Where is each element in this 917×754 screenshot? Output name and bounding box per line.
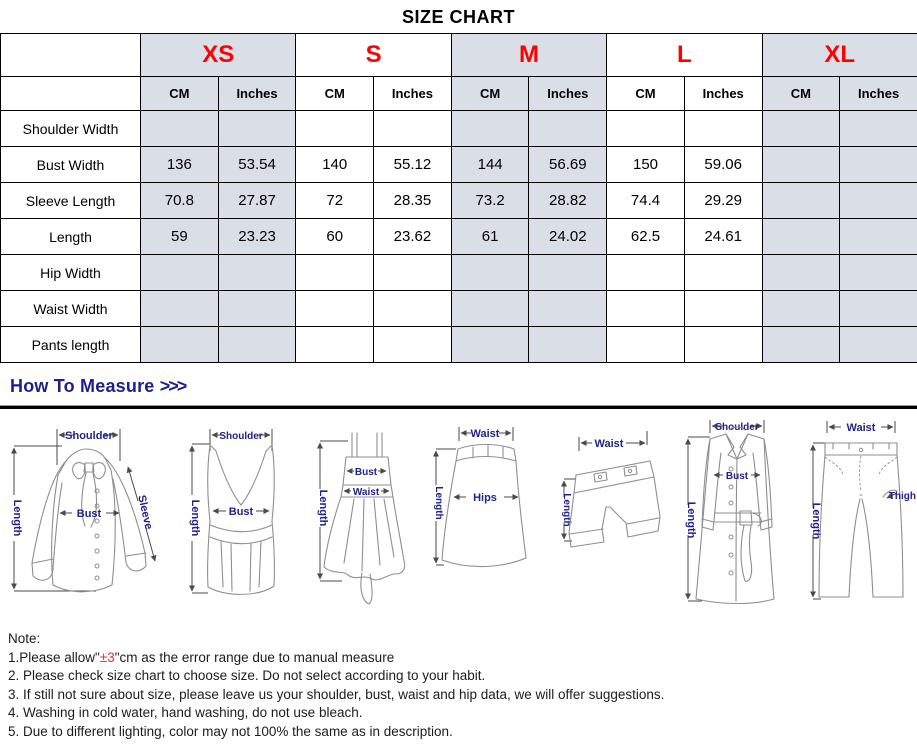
unit-header-inches: Inches [529,77,607,111]
cell [762,291,840,327]
cell [296,291,374,327]
cell [374,291,452,327]
coat-length-label: Length [685,501,697,539]
tank-length-label: Length [189,499,201,537]
shorts-figure [540,413,670,620]
cell: 70.8 [141,183,219,219]
cell [840,183,917,219]
size-header-xl: XL [762,34,917,77]
row-label: Pants length [1,327,141,363]
cell: 27.87 [218,183,296,219]
size-header-xs: XS [141,34,296,77]
skirt-illustration [442,445,526,567]
cell [218,327,296,363]
shorts-illustration [569,461,660,547]
cell [374,327,452,363]
cell [296,327,374,363]
cell: 29.29 [684,183,762,219]
coat-illustration [696,427,774,604]
row-label: Hip Width [1,255,141,291]
cell: 61 [451,219,529,255]
table-row-waist-width [1,291,917,327]
cell [762,147,840,183]
size-header-m: M [451,34,606,77]
cell [684,291,762,327]
unit-header-inches: Inches [684,77,762,111]
cell [762,255,840,291]
cell [141,255,219,291]
cell [607,291,685,327]
cell [296,111,374,147]
cell [451,327,529,363]
cell: 144 [451,147,529,183]
cell [218,255,296,291]
cell: 59.06 [684,147,762,183]
dress-illustration [324,433,405,604]
row-label: Shoulder Width [1,111,141,147]
cell [684,255,762,291]
cell [762,183,840,219]
size-table [0,33,917,363]
dress-waist-label: Waist [352,487,380,498]
table-row-shoulder-width [1,111,917,147]
note-line-4: 4. Washing in cold water, hand washing, do not use bleach. [8,705,363,720]
dress-length-label: Length [317,489,329,527]
cell [374,255,452,291]
cell [607,327,685,363]
row-label: Sleeve Length [1,183,141,219]
cell: 24.61 [684,219,762,255]
unit-header-inches: Inches [218,77,296,111]
cell [762,219,840,255]
cell: 136 [141,147,219,183]
cell: 23.62 [374,219,452,255]
table-row-bust-width [1,147,917,183]
cell: 72 [296,183,374,219]
shorts-length-label: Length [561,493,572,527]
unit-header-inches: Inches [840,77,917,111]
pants-length-label: Length [810,502,822,540]
cell [840,219,917,255]
cell [840,111,917,147]
cell: 74.4 [607,183,685,219]
cell [374,111,452,147]
table-row-sleeve-length [1,183,917,219]
cell: 56.69 [529,147,607,183]
table-row-hip-width [1,255,917,291]
cell [529,291,607,327]
dress-figure [304,413,428,620]
cell [529,327,607,363]
blouse-figure [0,413,180,620]
table-row-pants-length [1,327,917,363]
notes-heading: Note: [8,631,41,646]
unit-header-cm: CM [607,77,685,111]
section-divider [0,405,917,409]
blouse-bust-label: Bust [76,508,102,520]
notes-section [8,630,917,741]
tank-top-figure [180,413,304,620]
blouse-sleeve-label: Sleeve [135,493,155,531]
unit-header-cm: CM [762,77,840,111]
cell [451,111,529,147]
coat-shoulder-label: Shoulder [715,422,759,433]
cell: 60 [296,219,374,255]
note1-prefix: 1.Please allow" [8,649,100,665]
skirt-waist-label: Waist [470,428,500,440]
cell [762,111,840,147]
note-line-1 [8,649,917,668]
shorts-waist-label: Waist [594,438,624,450]
unit-header-cm: CM [141,77,219,111]
blouse-length-label: Length [11,499,23,537]
note-line-5: 5. Due to different lighting, color may not 100% the same as in description. [8,723,453,739]
skirt-hips-label: Hips [473,492,497,504]
cell [840,255,917,291]
chevrons-icon: >>> [159,376,186,396]
cell: 73.2 [451,183,529,219]
coat-figure [670,413,797,620]
cell [529,111,607,147]
tank-illustration [208,445,275,594]
corner-cell [1,34,141,77]
unit-header-row [1,77,917,111]
note-line-2: 2. Please check size chart to choose size. Do not select according to your habit. [8,668,486,683]
cell [141,111,219,147]
cell: 59 [141,219,219,255]
cell [684,111,762,147]
measurement-figures [0,413,917,620]
cell [451,255,529,291]
coat-bust-label: Bust [725,471,749,482]
corner-cell [1,77,141,111]
cell [607,111,685,147]
cell [762,327,840,363]
dress-bust-label: Bust [354,467,378,478]
page-title: SIZE CHART [402,7,515,27]
cell: 55.12 [374,147,452,183]
pants-thigh-label: Thigh [888,491,916,502]
blouse-shoulder-label: Shoulder [65,430,113,442]
skirt-length-label: Length [433,486,444,520]
tank-shoulder-label: Shoulder [219,431,263,442]
cell [840,291,917,327]
tank-bust-label: Bust [228,506,254,518]
pants-waist-label: Waist [846,422,876,434]
unit-header-inches: Inches [374,77,452,111]
cell: 24.02 [529,219,607,255]
cell [684,327,762,363]
cell: 23.23 [218,219,296,255]
table-row-length [1,219,917,255]
how-to-measure-heading [10,376,917,400]
pants-figure [797,413,917,620]
note1-suffix: "cm as the error range due to manual measure [114,649,395,665]
skirt-figure [428,413,540,620]
cell: 53.54 [218,147,296,183]
cell: 140 [296,147,374,183]
how-to-measure-label: How To Measure [10,376,155,396]
note-line-3: 3. If still not sure about size, please leave us your shoulder, bust, waist and hip data, we will offer suggestions. [8,686,665,702]
cell [529,255,607,291]
unit-header-cm: CM [451,77,529,111]
cell [840,147,917,183]
cell: 28.82 [529,183,607,219]
row-label: Waist Width [1,291,141,327]
cell [840,327,917,363]
cell [607,255,685,291]
cell: 28.35 [374,183,452,219]
size-header-l: L [607,34,762,77]
unit-header-cm: CM [296,77,374,111]
cell: 62.5 [607,219,685,255]
size-header-row [1,34,917,77]
cell: 150 [607,147,685,183]
row-label: Length [1,219,141,255]
cell [296,255,374,291]
cell [141,327,219,363]
note1-tolerance: ±3 [99,649,115,665]
row-label: Bust Width [1,147,141,183]
cell [218,291,296,327]
cell [451,291,529,327]
cell [141,291,219,327]
cell [218,111,296,147]
size-header-s: S [296,34,451,77]
pants-illustration [819,443,903,597]
